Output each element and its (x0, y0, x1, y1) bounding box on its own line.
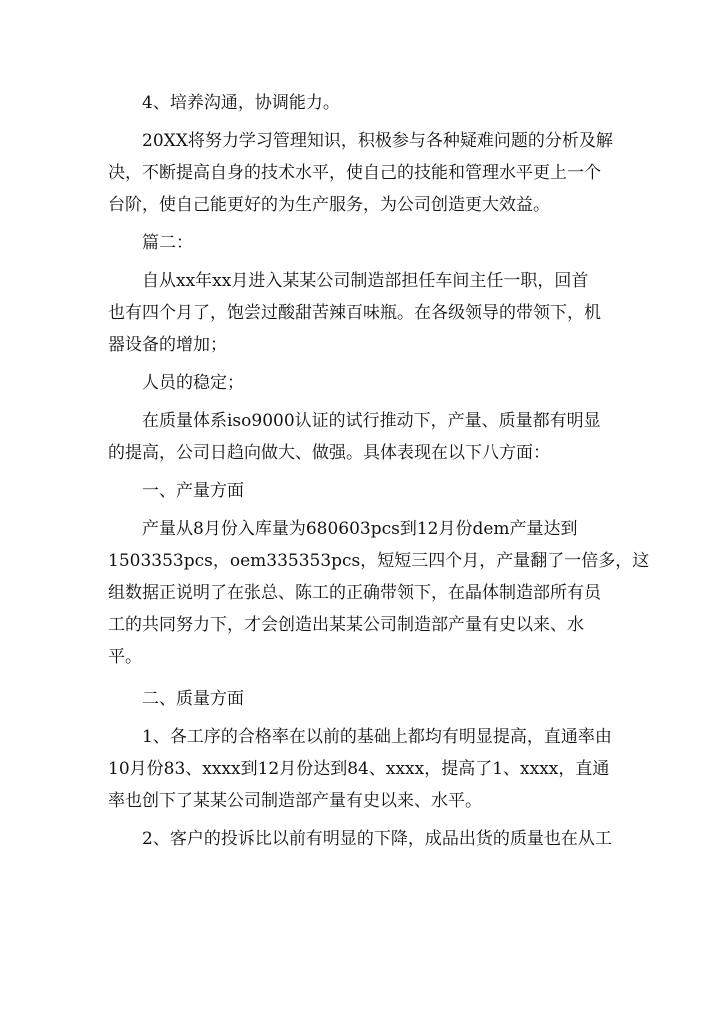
paragraph-quality-2 (108, 823, 612, 855)
text-line: 也有四个月了，饱尝过酸甜苦辣百味瓶。在各级领导的带领下，机 (108, 303, 601, 323)
text-line: 1503353pcs，oem335353pcs，短短三四个月，产量翻了一倍多，这 (108, 551, 650, 571)
paragraph-staff (108, 367, 608, 399)
text-line: 产量从8月份入库量为680603pcs到12月份dem产量达到 (142, 519, 578, 539)
paragraph-quality-system (108, 405, 608, 469)
paragraph-intro (108, 265, 608, 361)
text-line: 人员的稳定； (142, 373, 244, 393)
text-line: 2、客户的投诉比以前有明显的下降，成品出货的质量也在从工 (142, 829, 612, 849)
text-line: 4、培养沟通，协调能力。 (142, 93, 340, 113)
text-line: 工的共同努力下，才会创造出某某公司制造部产量有史以来、水 (108, 615, 584, 635)
text-line: 平。 (108, 647, 142, 667)
text-line: 10月份83、xxxx到12月份达到84、xxxx，提高了1、xxxx，直通 (108, 759, 610, 779)
section-heading-part-two (108, 227, 608, 259)
text-line: 决，不断提高自身的技术水平，使自己的技能和管理水平更上一个 (108, 163, 601, 183)
section-heading-output (108, 475, 608, 507)
text-line: 二、质量方面 (142, 689, 244, 709)
text-line: 一、产量方面 (142, 481, 244, 501)
text-line: 篇二： (142, 233, 193, 253)
text-line: 台阶，使自己能更好的为生产服务，为公司创造更大效益。 (108, 195, 550, 215)
text-line: 自从xx年xx月进入某某公司制造部担任车间主任一职，回首 (142, 271, 589, 291)
section-heading-quality (108, 683, 608, 715)
paragraph-quality-1 (108, 721, 612, 817)
paragraph-output (108, 513, 650, 673)
document-body (108, 87, 650, 855)
text-line: 20XX将努力学习管理知识，积极参与各种疑难问题的分析及解 (142, 131, 613, 151)
text-line: 组数据正说明了在张总、陈工的正确带领下，在晶体制造部所有员 (108, 583, 601, 603)
paragraph-goal-4 (108, 87, 608, 119)
text-line: 1、各工序的合格率在以前的基础上都均有明显提高，直通率由 (142, 727, 612, 747)
text-line: 在质量体系iso9000认证的试行推动下，产量、质量都有明显 (142, 411, 601, 431)
text-line: 器设备的增加； (108, 335, 227, 355)
text-line: 率也创下了某某公司制造部产量有史以来、水平。 (108, 791, 482, 811)
paragraph-plan (108, 125, 613, 221)
text-line: 的提高，公司日趋向做大、做强。具体表现在以下八方面： (108, 443, 550, 463)
